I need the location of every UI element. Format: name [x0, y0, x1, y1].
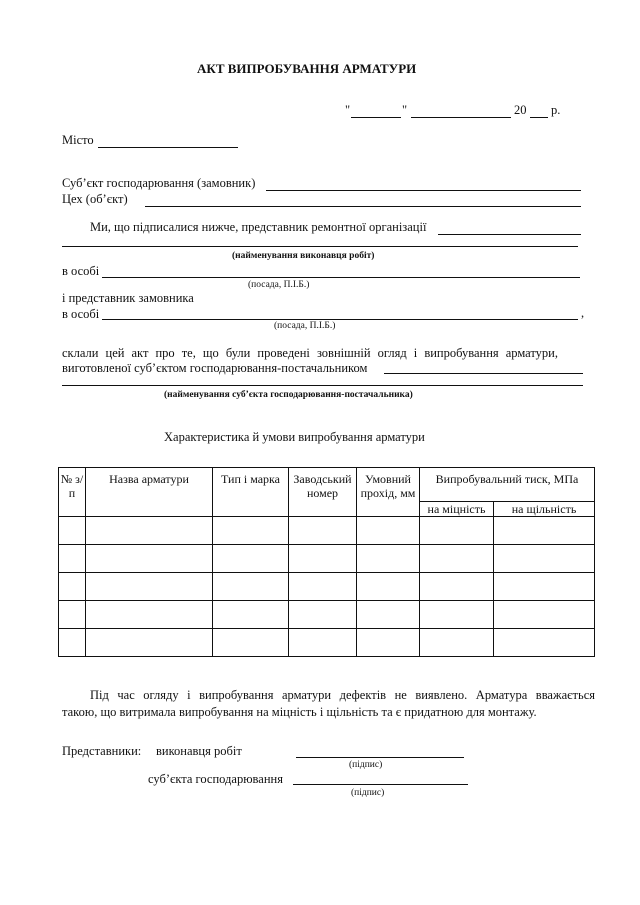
- table-row: [59, 629, 595, 657]
- table-cell[interactable]: [420, 545, 494, 573]
- header-nominal-bore: Умовний прохід, мм: [357, 468, 420, 517]
- supplier-line-1[interactable]: [384, 373, 583, 374]
- subject-field-line[interactable]: [266, 190, 581, 191]
- table-cell[interactable]: [213, 629, 289, 657]
- supplier-line-2[interactable]: [62, 385, 583, 386]
- date-open-quote: ": [345, 103, 351, 117]
- table-cell[interactable]: [86, 573, 213, 601]
- table-heading: Характеристика й умови випробування арматури: [164, 430, 425, 444]
- conclusion-line-2: такою, що витримала випробування на міцність і щільність та є придатною для монтажу.: [62, 705, 537, 719]
- statement-line-1: склали цей акт про те, що були проведені зовнішній огляд і випробування арматури,: [62, 346, 558, 360]
- table-cell[interactable]: [494, 545, 595, 573]
- signature-caption-2: (підпис): [351, 788, 385, 798]
- table-cell[interactable]: [86, 517, 213, 545]
- header-factory-number: Заводський номер: [289, 468, 357, 517]
- city-label: Місто: [62, 133, 94, 147]
- repair-org-line-1[interactable]: [438, 234, 581, 235]
- supplier-caption: (найменування суб’єкта господарювання-постачальника): [164, 390, 413, 400]
- table-cell[interactable]: [289, 573, 357, 601]
- table-cell[interactable]: [59, 601, 86, 629]
- table-cell[interactable]: [289, 517, 357, 545]
- table-cell[interactable]: [59, 517, 86, 545]
- table-cell[interactable]: [420, 629, 494, 657]
- table-cell[interactable]: [59, 545, 86, 573]
- table-cell[interactable]: [357, 573, 420, 601]
- subject-signature-line[interactable]: [293, 784, 468, 785]
- table-cell[interactable]: [213, 545, 289, 573]
- table-cell[interactable]: [59, 573, 86, 601]
- table-cell[interactable]: [420, 517, 494, 545]
- we-signed-text: Ми, що підписалися нижче, представник ремонтної організації: [90, 220, 427, 234]
- customer-rep-label: і представник замовника: [62, 291, 194, 305]
- header-type: Тип і марка: [213, 468, 289, 517]
- page-title: АКТ ВИПРОБУВАННЯ АРМАТУРИ: [197, 61, 417, 76]
- table-cell[interactable]: [494, 517, 595, 545]
- position-caption-1: (посада, П.І.Б.): [248, 280, 310, 290]
- table-cell[interactable]: [213, 573, 289, 601]
- repair-org-line-2[interactable]: [62, 246, 578, 247]
- table-cell[interactable]: [494, 601, 595, 629]
- representatives-label: Представники:: [62, 744, 142, 758]
- header-test-pressure: Випробувальний тиск, МПа: [420, 468, 595, 502]
- in-person-line-1[interactable]: [102, 277, 580, 278]
- header-no: № з/п: [59, 468, 86, 517]
- header-strength: на міцність: [420, 502, 494, 517]
- table-cell[interactable]: [357, 601, 420, 629]
- conclusion-line-1: Під час огляду і випробування арматури дефектів не виявлено. Арматура вважається: [90, 688, 595, 702]
- subject-label: Суб’єкт господарювання (замовник): [62, 176, 256, 190]
- shop-label: Цех (об’єкт): [62, 192, 128, 206]
- position-caption-2: (посада, П.І.Б.): [274, 321, 336, 331]
- subject-sign-label: суб’єкта господарювання: [148, 772, 283, 786]
- table-row: [59, 517, 595, 545]
- table-row: [59, 545, 595, 573]
- date-close-quote: ": [402, 103, 408, 117]
- table-cell[interactable]: [289, 601, 357, 629]
- table-cell[interactable]: [357, 517, 420, 545]
- table-cell[interactable]: [59, 629, 86, 657]
- header-name: Назва арматури: [86, 468, 213, 517]
- date-month-line[interactable]: [411, 117, 511, 118]
- table-cell[interactable]: [86, 545, 213, 573]
- date-day-line[interactable]: [351, 117, 401, 118]
- table-cell[interactable]: [289, 629, 357, 657]
- table-cell[interactable]: [420, 601, 494, 629]
- table-row: [59, 601, 595, 629]
- table-cell[interactable]: [86, 601, 213, 629]
- contractor-sign-label: виконавця робіт: [156, 744, 242, 758]
- date-year-prefix: 20: [514, 103, 527, 117]
- table-cell[interactable]: [213, 517, 289, 545]
- table-cell[interactable]: [494, 629, 595, 657]
- date-year-suffix: р.: [551, 103, 561, 117]
- city-field-line[interactable]: [98, 147, 238, 148]
- comma: ,: [581, 306, 585, 320]
- test-table: [58, 467, 595, 657]
- table-cell[interactable]: [494, 573, 595, 601]
- statement-line-2: виготовленої суб’єктом господарювання-постачальником: [62, 361, 368, 375]
- table-cell[interactable]: [213, 601, 289, 629]
- signature-caption-1: (підпис): [349, 760, 383, 770]
- shop-field-line[interactable]: [145, 206, 581, 207]
- table-cell[interactable]: [357, 629, 420, 657]
- in-person-line-2[interactable]: [102, 319, 578, 320]
- table-cell[interactable]: [289, 545, 357, 573]
- table-cell[interactable]: [420, 573, 494, 601]
- contractor-signature-line[interactable]: [296, 757, 464, 758]
- date-year-line[interactable]: [530, 117, 548, 118]
- table-row: [59, 573, 595, 601]
- contractor-caption: (найменування виконавця робіт): [232, 251, 375, 261]
- in-person-label-2: в особі: [62, 307, 100, 321]
- table-cell[interactable]: [86, 629, 213, 657]
- in-person-label-1: в особі: [62, 264, 100, 278]
- table-cell[interactable]: [357, 545, 420, 573]
- header-tightness: на щільність: [494, 502, 595, 517]
